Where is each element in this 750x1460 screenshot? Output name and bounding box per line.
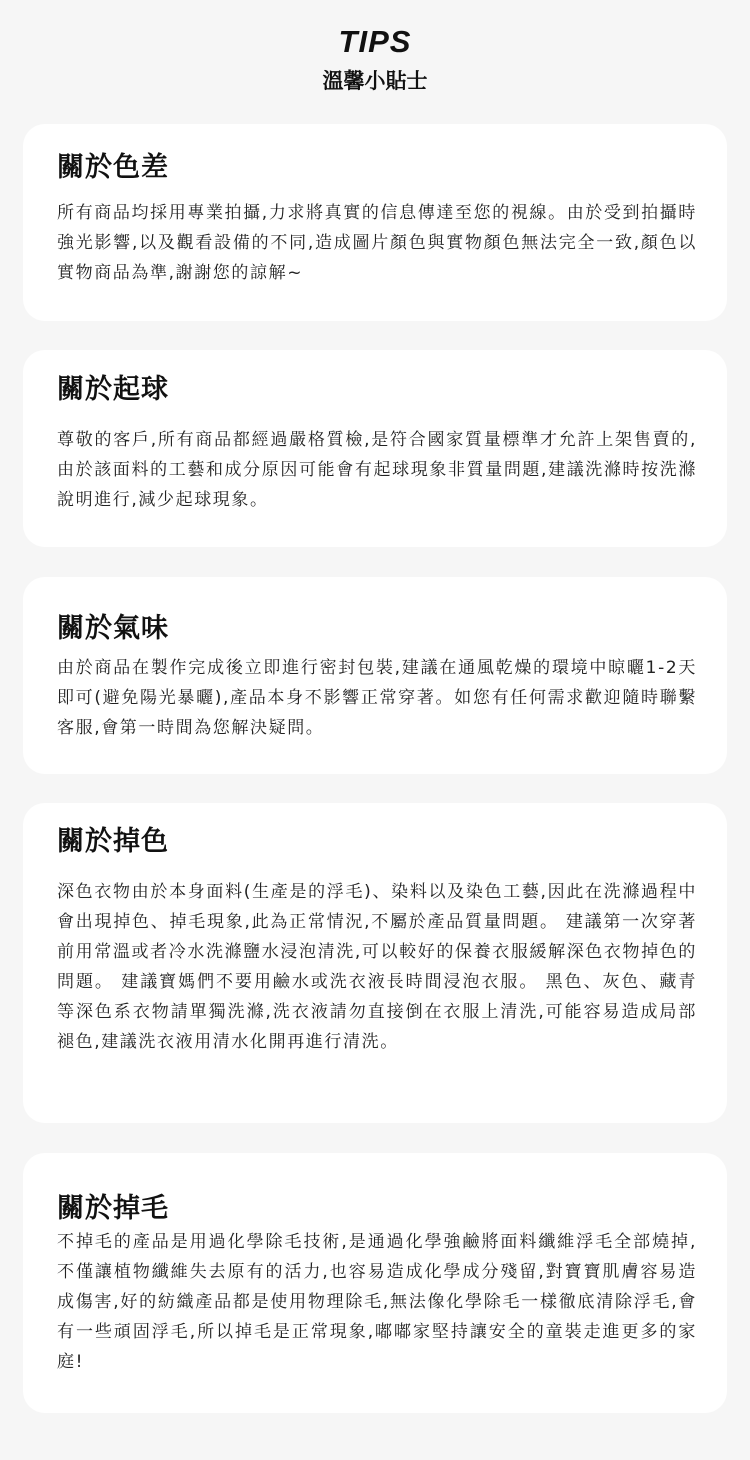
tip-card-title: 關於掉色 <box>57 826 169 857</box>
tip-card-body: 所有商品均採用專業拍攝,力求將真實的信息傳達至您的視線。由於受到拍攝時強光影響,以及觀看設備的不同,造成圖片顏色與實物顏色無法完全一致,顏色以實物商品為準,謝謝您的諒解~ <box>57 203 697 283</box>
tip-card-color-difference <box>23 124 727 321</box>
tip-card-odor <box>23 577 727 774</box>
tip-card-body: 深色衣物由於本身面料(生產是的浮毛)、染料以及染色工藝,因此在洗滌過程中會出現掉色、掉毛現象,此為正常情況,不屬於產品質量問題。 建議第一次穿著前用常溫或者冷水洗滌鹽水浸泡清洗,可以較好的保養衣服緩解深色衣物掉色的問題。 建議寶媽們不要用鹼水或洗衣液長時間浸泡衣服。 黑色、灰色、藏青等深色系衣物請單獨洗滌,洗衣液請勿直接倒在衣服上清洗,可能容易造成局部褪色,建議洗衣液用清水化開再進行清洗。 <box>57 882 697 1052</box>
page-subtitle: 溫馨小貼士 <box>322 69 428 93</box>
tip-card-shedding <box>23 1153 727 1413</box>
tip-card-body: 不掉毛的產品是用過化學除毛技術,是通過化學強鹼將面料纖維浮毛全部燒掉,不僅讓植物纖維失去原有的活力,也容易造成化學成分殘留,對寶寶肌膚容易造成傷害,好的紡織產品都是使用物理除毛,無法像化學除毛一樣徹底清除浮毛,會有一些頑固浮毛,所以掉毛是正常現象,嘟嘟家堅持讓安全的童裝走進更多的家庭! <box>57 1232 697 1372</box>
tip-card-title: 關於氣味 <box>57 613 169 644</box>
tip-card-title: 關於色差 <box>57 152 169 183</box>
tip-card-fading <box>23 803 727 1123</box>
tip-card-title: 關於掉毛 <box>57 1193 169 1224</box>
tip-card-body: 尊敬的客戶,所有商品都經過嚴格質檢,是符合國家質量標準才允許上架售賣的,由於該面料的工藝和成分原因可能會有起球現象非質量問題,建議洗滌時按洗滌說明進行,減少起球現象。 <box>57 430 697 510</box>
page-title: TIPS <box>338 24 412 59</box>
tip-card-title: 關於起球 <box>57 374 169 405</box>
tip-card-pilling <box>23 350 727 547</box>
tip-card-body: 由於商品在製作完成後立即進行密封包裝,建議在通風乾燥的環境中晾曬1-2天即可(避免陽光暴曬),產品本身不影響正常穿著。如您有任何需求歡迎隨時聯繫客服,會第一時間為您解決疑問。 <box>57 658 697 738</box>
page-header <box>0 22 750 96</box>
